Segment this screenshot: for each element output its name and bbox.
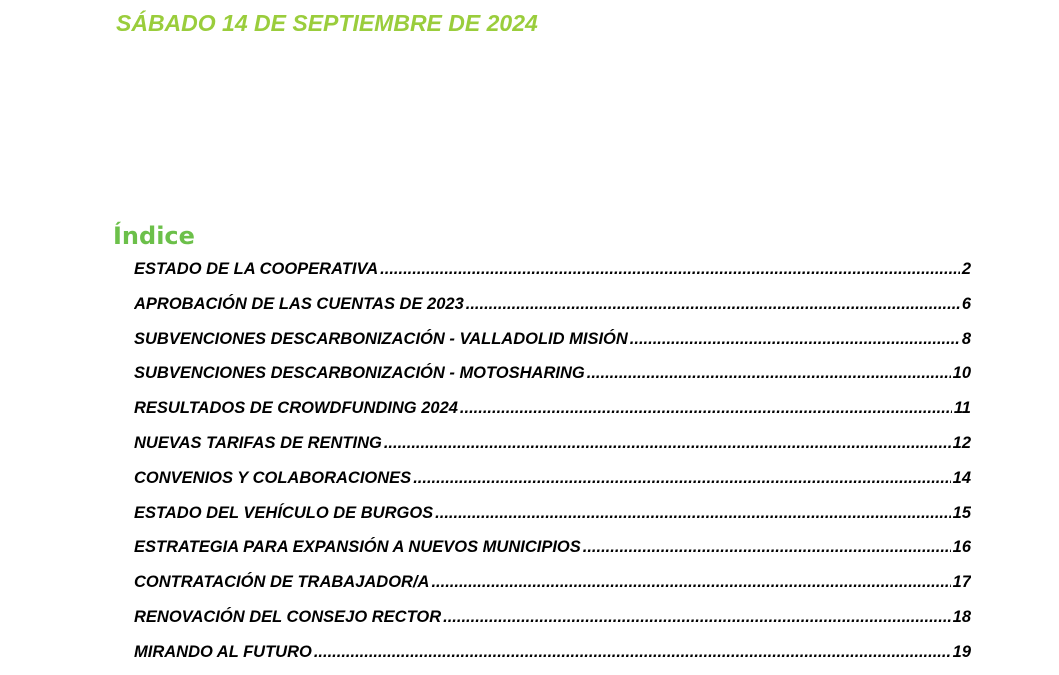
toc-entry-label: SUBVENCIONES DESCARBONIZACIÓN - VALLADOLID MISIÓN	[134, 329, 628, 348]
toc-entry-label: CONVENIOS Y COLABORACIONES	[134, 468, 412, 487]
toc-entry-label: CONTRATACIÓN DE TRABAJADOR/A	[134, 573, 430, 592]
toc-entry-page-number: 19	[952, 642, 971, 661]
toc-dot-leader	[630, 326, 960, 352]
toc-entry-label: RESULTADOS DE CROWDFUNDING 2024	[134, 399, 458, 418]
toc-entry-page-number: 14	[952, 468, 971, 487]
toc-entry-label: RENOVACIÓN DEL CONSEJO RECTOR	[134, 607, 442, 626]
toc-entry-page-number: 10	[952, 364, 971, 383]
toc-entry-label: SUBVENCIONES DESCARBONIZACIÓN - MOTOSHARING	[134, 364, 585, 383]
toc-dot-leader	[435, 500, 950, 526]
toc-dot-leader	[466, 291, 960, 317]
toc-entry-label: ESTADO DE LA COOPERATIVA	[134, 260, 379, 278]
toc-entry-page-number: 17	[952, 573, 971, 592]
toc-entry-page-number: 15	[952, 503, 971, 522]
toc-dot-leader	[431, 569, 950, 595]
toc-entry-page-number: 18	[952, 607, 971, 626]
toc-dot-leader	[380, 256, 960, 282]
table-of-contents	[134, 256, 971, 674]
toc-entry-subvenciones-valladolid[interactable]	[134, 326, 971, 361]
toc-entry-page-number: 16	[952, 538, 971, 557]
toc-entry-label: NUEVAS TARIFAS DE RENTING	[134, 433, 382, 452]
toc-entry-estado-cooperativa[interactable]	[134, 256, 971, 291]
toc-entry-subvenciones-motosharing[interactable]	[134, 360, 971, 395]
toc-entry-convenios[interactable]	[134, 465, 971, 500]
toc-entry-page-number: 12	[952, 433, 971, 452]
toc-entry-label: ESTADO DEL VEHÍCULO DE BURGOS	[134, 503, 434, 522]
toc-dot-leader	[587, 360, 951, 386]
toc-entry-label: APROBACIÓN DE LAS CUENTAS DE 2023	[134, 294, 464, 313]
toc-entry-page-number: 11	[953, 399, 971, 418]
toc-entry-page-number: 8	[961, 329, 971, 348]
toc-entry-contratacion[interactable]	[134, 569, 971, 604]
date-heading: SÁBADO 14 DE SEPTIEMBRE DE 2024	[116, 10, 538, 36]
toc-dot-leader	[384, 430, 951, 456]
toc-entry-mirando-futuro[interactable]	[134, 639, 971, 674]
toc-entry-label: ESTRATEGIA PARA EXPANSIÓN A NUEVOS MUNICIPIOS	[134, 538, 581, 557]
toc-dot-leader	[583, 534, 951, 560]
toc-entry-page-number: 2	[961, 260, 971, 278]
toc-entry-vehiculo-burgos[interactable]	[134, 500, 971, 535]
toc-dot-leader	[443, 604, 951, 630]
toc-entry-page-number: 6	[961, 294, 971, 313]
index-title: Índice	[113, 222, 195, 250]
toc-entry-crowdfunding[interactable]	[134, 395, 971, 430]
toc-dot-leader	[314, 639, 951, 665]
toc-entry-expansion-municipios[interactable]	[134, 534, 971, 569]
toc-entry-tarifas-renting[interactable]	[134, 430, 971, 465]
toc-entry-consejo-rector[interactable]	[134, 604, 971, 639]
toc-dot-leader	[460, 395, 952, 421]
toc-entry-label: MIRANDO AL FUTURO	[134, 642, 312, 661]
toc-dot-leader	[413, 465, 950, 491]
toc-entry-aprobacion-cuentas[interactable]	[134, 291, 971, 326]
